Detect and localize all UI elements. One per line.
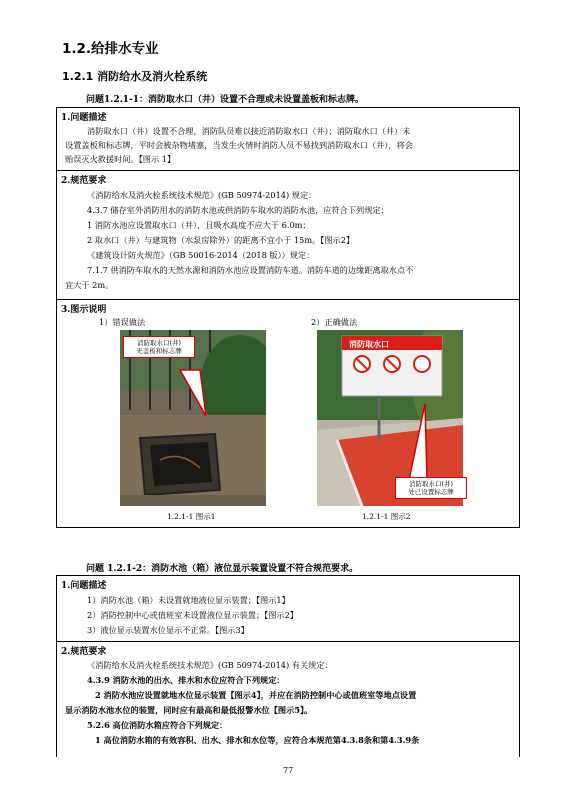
problem-2-table [56,575,520,757]
problem-1-description [57,108,519,171]
problem-1-requirements [57,171,519,300]
text-line: 4.3.7 储存室外消防用水的消防水池或供消防车取水的消防水池，应符合下列规定： [87,205,389,215]
problem-1-table [56,107,520,528]
text-line: 《消防给水及消火栓系统技术规范》(GB 50974-2014) 有关规定： [87,660,333,670]
sign-text: 消防取水口 [349,340,389,349]
text-line: 宜大于 2m。 [65,280,114,290]
callout-wrong [123,336,195,358]
figure-caption-1: 1.2.1-1 图示1 [167,512,216,521]
problem-1-figures [57,300,519,527]
text-line: 4.3.9 消防水池的出水、排水和水位应符合下列规定： [87,675,285,685]
problem-2-requirements [57,642,519,758]
callout-line: 处已设置标志牌 [408,488,454,496]
callout-line: 消防取水口(井) [408,480,454,488]
callout-line: 无盖板和标志牌 [136,347,182,355]
text-line: 《建筑设计防火规范》（GB 50016-2014（2018 版））规定： [87,250,315,260]
text-line: 2）消防控制中心或值班室未设置液位显示装置；【图示2】 [87,610,299,620]
section-title: 1.问题描述 [61,113,107,123]
text-line: 设置盖板和标志牌，平时会被杂物堵塞，当发生火情时消防人员不易找到消防取水口（井），将会 [65,140,413,150]
text-line: 消防取水口（井）设置不合理，消防队员难以接近消防取水口（井）；消防取水口（井）未 [87,126,411,136]
problem-2-description [57,576,519,642]
text-line: 1 高位消防水箱的有效容积、出水、排水和水位等，应符合本规范第4.3.8条和第4.3.9条 [95,735,420,745]
text-line: 2 消防水池应设置就地水位显示装置【图示4】，并应在消防控制中心或值班室等地点设置 [95,690,417,700]
text-line: 1 消防水池应设置取水口（井），且吸水高度不应大于 6.0m； [87,220,311,230]
subsection-heading: 1.2.1 消防给水及消火栓系统 [62,70,208,83]
problem-2-title: 问题 1.2.1-2：消防水池（箱）液位显示装置设置不符合规范要求。 [86,564,359,574]
section-title: 3.图示说明 [61,305,107,315]
text-line: 《消防给水及消火栓系统技术规范》(GB 50974-2014) 规定： [87,190,317,200]
figure-label: 2）正确做法 [311,317,358,327]
text-line: 5.2.6 高位消防水箱应符合下列规定： [87,720,228,730]
text-line: 7.1.7 供消防车取水的天然水源和消防水池应设置消防车道。消防车道的边缘距离取水点不 [87,265,414,275]
callout-correct [395,477,467,499]
text-line: 贻误灭火救援时间。【图示 1】 [65,154,176,164]
page-number: 77 [283,766,294,775]
text-line: 2 取水口（井）与建筑物（水泵房除外）的距离不宜小于 15m。【图示2】 [87,235,355,245]
callout-line: 消防取水口(井) [136,339,182,347]
problem-1-title: 问题1.2.1-1：消防取水口（井）设置不合理或未设置盖板和标志牌。 [86,95,365,105]
section-title: 2.规范要求 [61,647,107,657]
text-line: 显示消防水池水位的装置，同时应有最高和最低报警水位【图示5】。 [65,705,313,715]
section-heading: 1.2.给排水专业 [62,41,159,57]
figure-caption-2: 1.2.1-1 图示2 [362,512,411,521]
section-title: 2.规范要求 [61,176,107,186]
text-line: 3）液位显示装置水位显示不正常。【图示3】 [87,625,249,635]
section-title: 1.问题描述 [61,581,107,591]
figure-label: 1）错误做法 [99,317,146,327]
text-line: 1）消防水池（箱）未设置就地液位显示装置；【图示1】 [87,595,290,605]
